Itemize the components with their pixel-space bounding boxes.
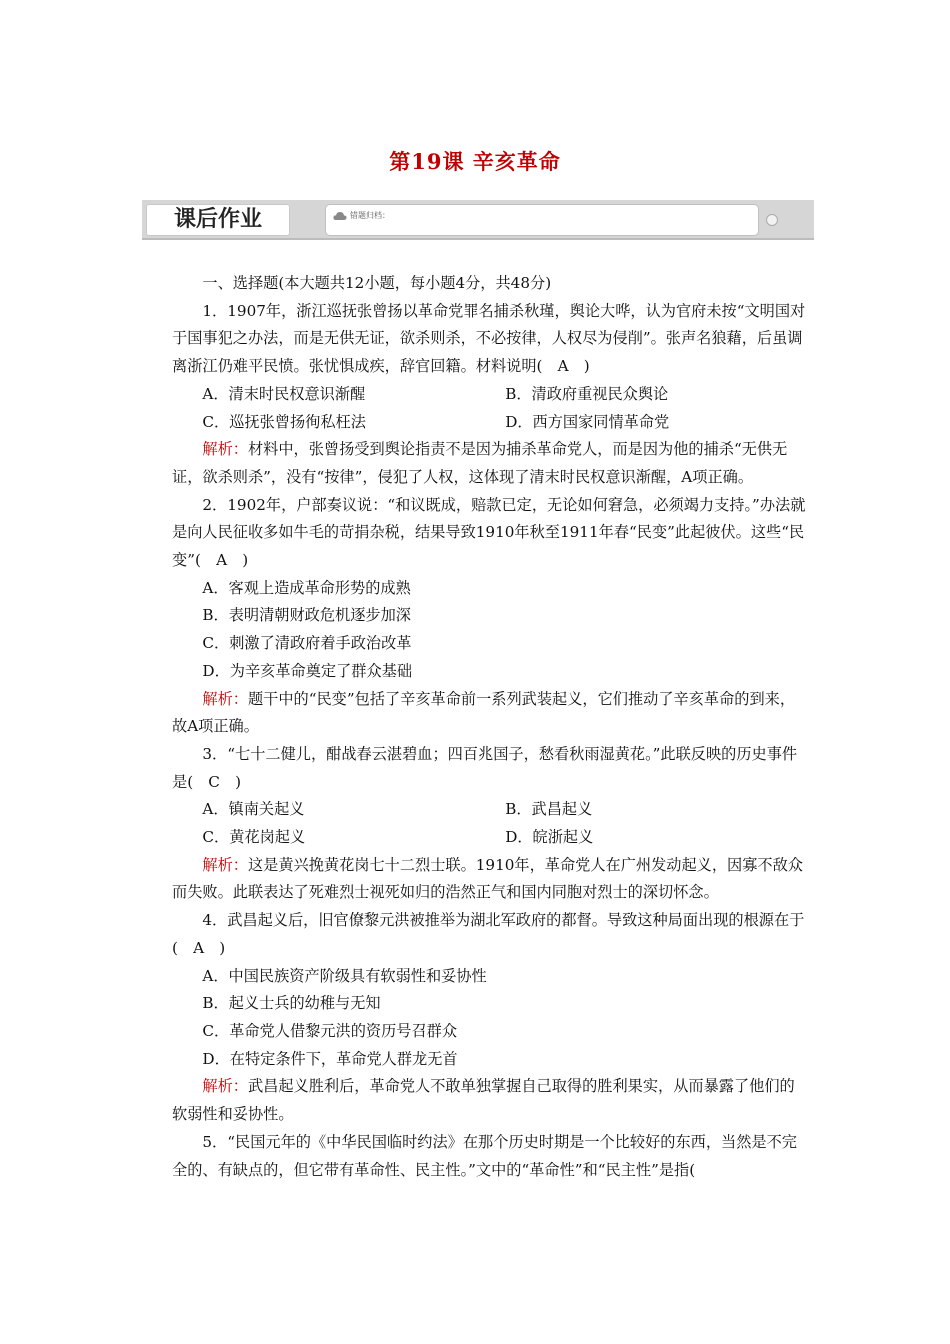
analysis (172, 686, 808, 741)
option: B．起义士兵的幼稚与无知 (202, 994, 381, 1013)
analysis-text: 材料中，张曾扬受到舆论指责不是因为捕杀革命党人，而是因为他的捕杀“无供无证，欲杀则杀”，没有“按律”，侵犯了人权，这体现了清末时民权意识渐醒，A项正确。 (172, 440, 788, 486)
error-archive-label: 错题归档： (350, 211, 390, 220)
options-row (202, 824, 808, 852)
question-stem: 2．1902年，户部奏议说：“和议既成，赔款已定，无论如何窘急，必须竭力支持。”办法就是向人民征收多如牛毛的苛捐杂税，结果导致1910年秋至1911年春“民变”此起彼伏。这些“民变”( A ) (172, 495, 806, 570)
option: A．清末时民权意识渐醒 (202, 384, 366, 403)
homework-banner (142, 200, 814, 240)
question-stem: 5．“民国元年的《中华民国临时约法》在那个历史时期是一个比较好的东西，当然是不完全的、有缺点的，但它带有革命性、民主性。”文中的“革命性”和“民主性”是指( (172, 1132, 797, 1179)
option: B．武昌起义 (505, 800, 593, 819)
question-stem: 3．“七十二健儿，酣战春云湛碧血；四百兆国子，愁看秋雨湿黄花。”此联反映的历史事件是( C ) (172, 744, 798, 791)
analysis-text: 题干中的“民变”包括了辛亥革命前一系列武装起义，它们推动了辛亥革命的到来，故A项正确。 (172, 689, 796, 736)
option: C．黄花岗起义 (202, 828, 306, 847)
question-content (172, 270, 808, 1184)
section-header: 一、选择题(本大题共12小题，每小题4分，共48分) (202, 274, 552, 292)
analysis-label: 解析： (202, 689, 248, 708)
options-row (202, 796, 808, 824)
option: A．镇南关起义 (202, 800, 305, 819)
option: D．西方国家同情革命党 (505, 412, 670, 431)
analysis (172, 436, 808, 491)
analysis-text: 武昌起义胜利后，革命党人不敢单独掌握自己取得的胜利果实，从而暴露了他们的软弱性和妥协性。 (172, 1077, 795, 1124)
option: A．中国民族资产阶级具有软弱性和妥协性 (202, 966, 487, 985)
option: A．客观上造成革命形势的成熟 (202, 578, 411, 597)
analysis-label: 解析： (202, 440, 248, 459)
analysis-text: 这是黄兴挽黄花岗七十二烈士联。1910年，革命党人在广州发动起义，因寡不敌众而失败。此联表达了死难烈士视死如归的浩然正气和国内同胞对烈士的深切怀念。 (172, 855, 803, 902)
question-stem: 4．武昌起义后，旧官僚黎元洪被推举为湖北军政府的都督。导致这种局面出现的根源在于( A ) (172, 911, 805, 957)
options-row (202, 381, 808, 409)
options-row (202, 409, 808, 437)
analysis-label: 解析： (202, 855, 248, 874)
option: D．皖浙起义 (505, 828, 594, 847)
error-archive-field[interactable] (326, 205, 758, 235)
option: C．巡抚张曾扬徇私枉法 (202, 412, 366, 431)
banner-label: 课后作业 (146, 204, 290, 236)
option: B．表明清朝财政危机逐步加深 (202, 606, 411, 625)
option: B．清政府重视民众舆论 (505, 384, 669, 403)
option: C．革命党人借黎元洪的资历号召群众 (202, 1021, 458, 1040)
settings-icon[interactable] (766, 214, 778, 226)
option: D．在特定条件下，革命党人群龙无首 (202, 1049, 458, 1068)
option: C．刺激了清政府着手政治改革 (202, 634, 412, 653)
question-stem: 1．1907年，浙江巡抚张曾扬以革命党罪名捕杀秋瑾，舆论大哗，认为官府未按“文明国对于国事犯之办法，而是无供无证，欲杀则杀，不必按律，人权尽为侵削”。张声名狼藉，后虽调离浙江仍难平民愤。张忧惧成疾，辞官回籍。材料说明( A ) (172, 301, 806, 376)
option: D．为辛亥革命奠定了群众基础 (202, 661, 413, 680)
analysis-label: 解析： (202, 1077, 248, 1096)
analysis (172, 852, 808, 907)
page-title: 第19课 辛亥革命 (389, 149, 561, 174)
analysis (172, 1073, 808, 1128)
cloud-icon (333, 211, 347, 221)
